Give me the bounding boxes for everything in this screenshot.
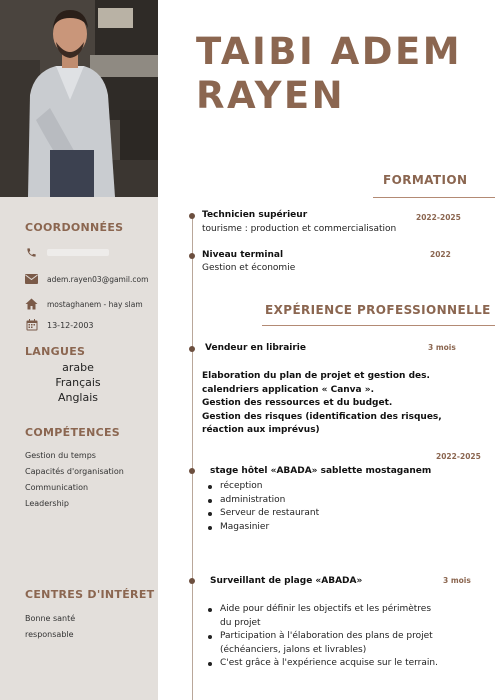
job-3-task-line: Aide pour définir les objectifs et les périmètres: [220, 604, 432, 614]
formation-heading: FORMATION: [383, 173, 468, 187]
interest-item: Bonne santé: [25, 614, 76, 623]
email-row: [25, 273, 148, 285]
name-line-2: RAYEN: [196, 74, 346, 117]
calendar-icon: [25, 319, 38, 331]
job-1-description: [202, 370, 442, 438]
profile-photo: [0, 0, 158, 197]
job-3-task-line: C'est grâce à l'expérience acquise sur le terrain.: [220, 658, 438, 668]
job-1-line: Gestion des ressources et du budget.: [202, 398, 393, 408]
skill-item: Communication: [25, 483, 89, 492]
formation-2-subtitle: Gestion et économie: [202, 263, 296, 273]
birthdate-text: 13-12-2003: [47, 320, 94, 330]
job-2-task: réception: [202, 480, 319, 494]
skill-item: Gestion du temps: [25, 451, 96, 460]
interests-heading: CENTRES D'INTÉRET: [25, 588, 155, 601]
job-3-task-line: Participation à l'élaboration des plans de projet: [220, 631, 433, 641]
job-3-task: [202, 630, 438, 657]
job-3-task: [202, 657, 438, 671]
job-2-task: Magasinier: [202, 521, 319, 535]
skill-item: Capacités d'organisation: [25, 467, 124, 476]
job-3-tasks: [202, 603, 438, 671]
skill-item: Leadership: [25, 499, 69, 508]
interest-item: responsable: [25, 630, 74, 639]
phone-number-redacted: [47, 249, 109, 256]
languages-list: [50, 360, 106, 405]
formation-1-subtitle: tourisme : production et commercialisation: [202, 224, 397, 234]
timeline-dot: [189, 578, 195, 584]
job-1-date: 3 mois: [428, 343, 456, 352]
birthdate-row: [25, 319, 94, 331]
candidate-name: [196, 30, 462, 118]
timeline-dot: [189, 468, 195, 474]
job-3-title: Surveillant de plage «ABADA»: [210, 576, 363, 586]
timeline-dot: [189, 253, 195, 259]
job-3-task: [202, 603, 438, 630]
language-item: Français: [55, 376, 101, 389]
skills-heading: COMPÉTENCES: [25, 426, 120, 439]
job-3-task-line: du projet: [220, 617, 261, 628]
job-1-line: réaction aux imprévus): [202, 425, 320, 435]
job-1-line: Elaboration du plan de projet et gestion des.: [202, 371, 430, 381]
home-icon: [25, 298, 38, 310]
job-2-task: administration: [202, 494, 319, 508]
job-3-date: 3 mois: [443, 576, 471, 585]
contact-heading: COORDONNÉES: [25, 221, 124, 234]
language-item: Anglais: [57, 391, 99, 404]
job-2-title: stage hôtel «ABADA» sablette mostaganem: [210, 466, 432, 476]
language-item: arabe: [62, 361, 94, 374]
timeline-dot: [189, 213, 195, 219]
phone-icon: [25, 246, 38, 258]
experience-heading: EXPÉRIENCE PROFESSIONNELLE: [265, 303, 491, 317]
job-1-line: Gestion des risques (identification des risques,: [202, 411, 442, 422]
address-row: [25, 298, 143, 310]
timeline-line: [192, 214, 193, 700]
interests-list: [25, 611, 75, 643]
formation-1-date: 2022-2025: [416, 213, 461, 222]
timeline-dot: [189, 346, 195, 352]
skills-list: [25, 448, 124, 512]
job-3-task-line: (échéanciers, jalons et livrables): [220, 644, 367, 655]
formation-2-title: Niveau terminal: [202, 250, 284, 260]
job-1-title: Vendeur en librairie: [205, 343, 306, 353]
job-2-task: Serveur de restaurant: [202, 507, 319, 521]
formation-divider: [373, 197, 495, 198]
formation-2-date: 2022: [430, 250, 451, 259]
mail-icon: [25, 273, 38, 285]
phone-row: [25, 246, 109, 258]
job-2-tasks: [202, 480, 319, 534]
formation-1-title: Technicien supérieur: [202, 210, 308, 220]
languages-heading: LANGUES: [25, 345, 86, 358]
address-text: mostaghanem - hay slam: [47, 299, 143, 309]
experience-divider: [262, 325, 495, 326]
email-text[interactable]: adem.rayen03@gamil.com: [47, 274, 149, 284]
name-line-1: TAIBI ADEM: [196, 30, 463, 73]
job-2-date: 2022-2025: [436, 452, 481, 461]
job-1-line: calendriers application « Canva ».: [202, 384, 374, 395]
